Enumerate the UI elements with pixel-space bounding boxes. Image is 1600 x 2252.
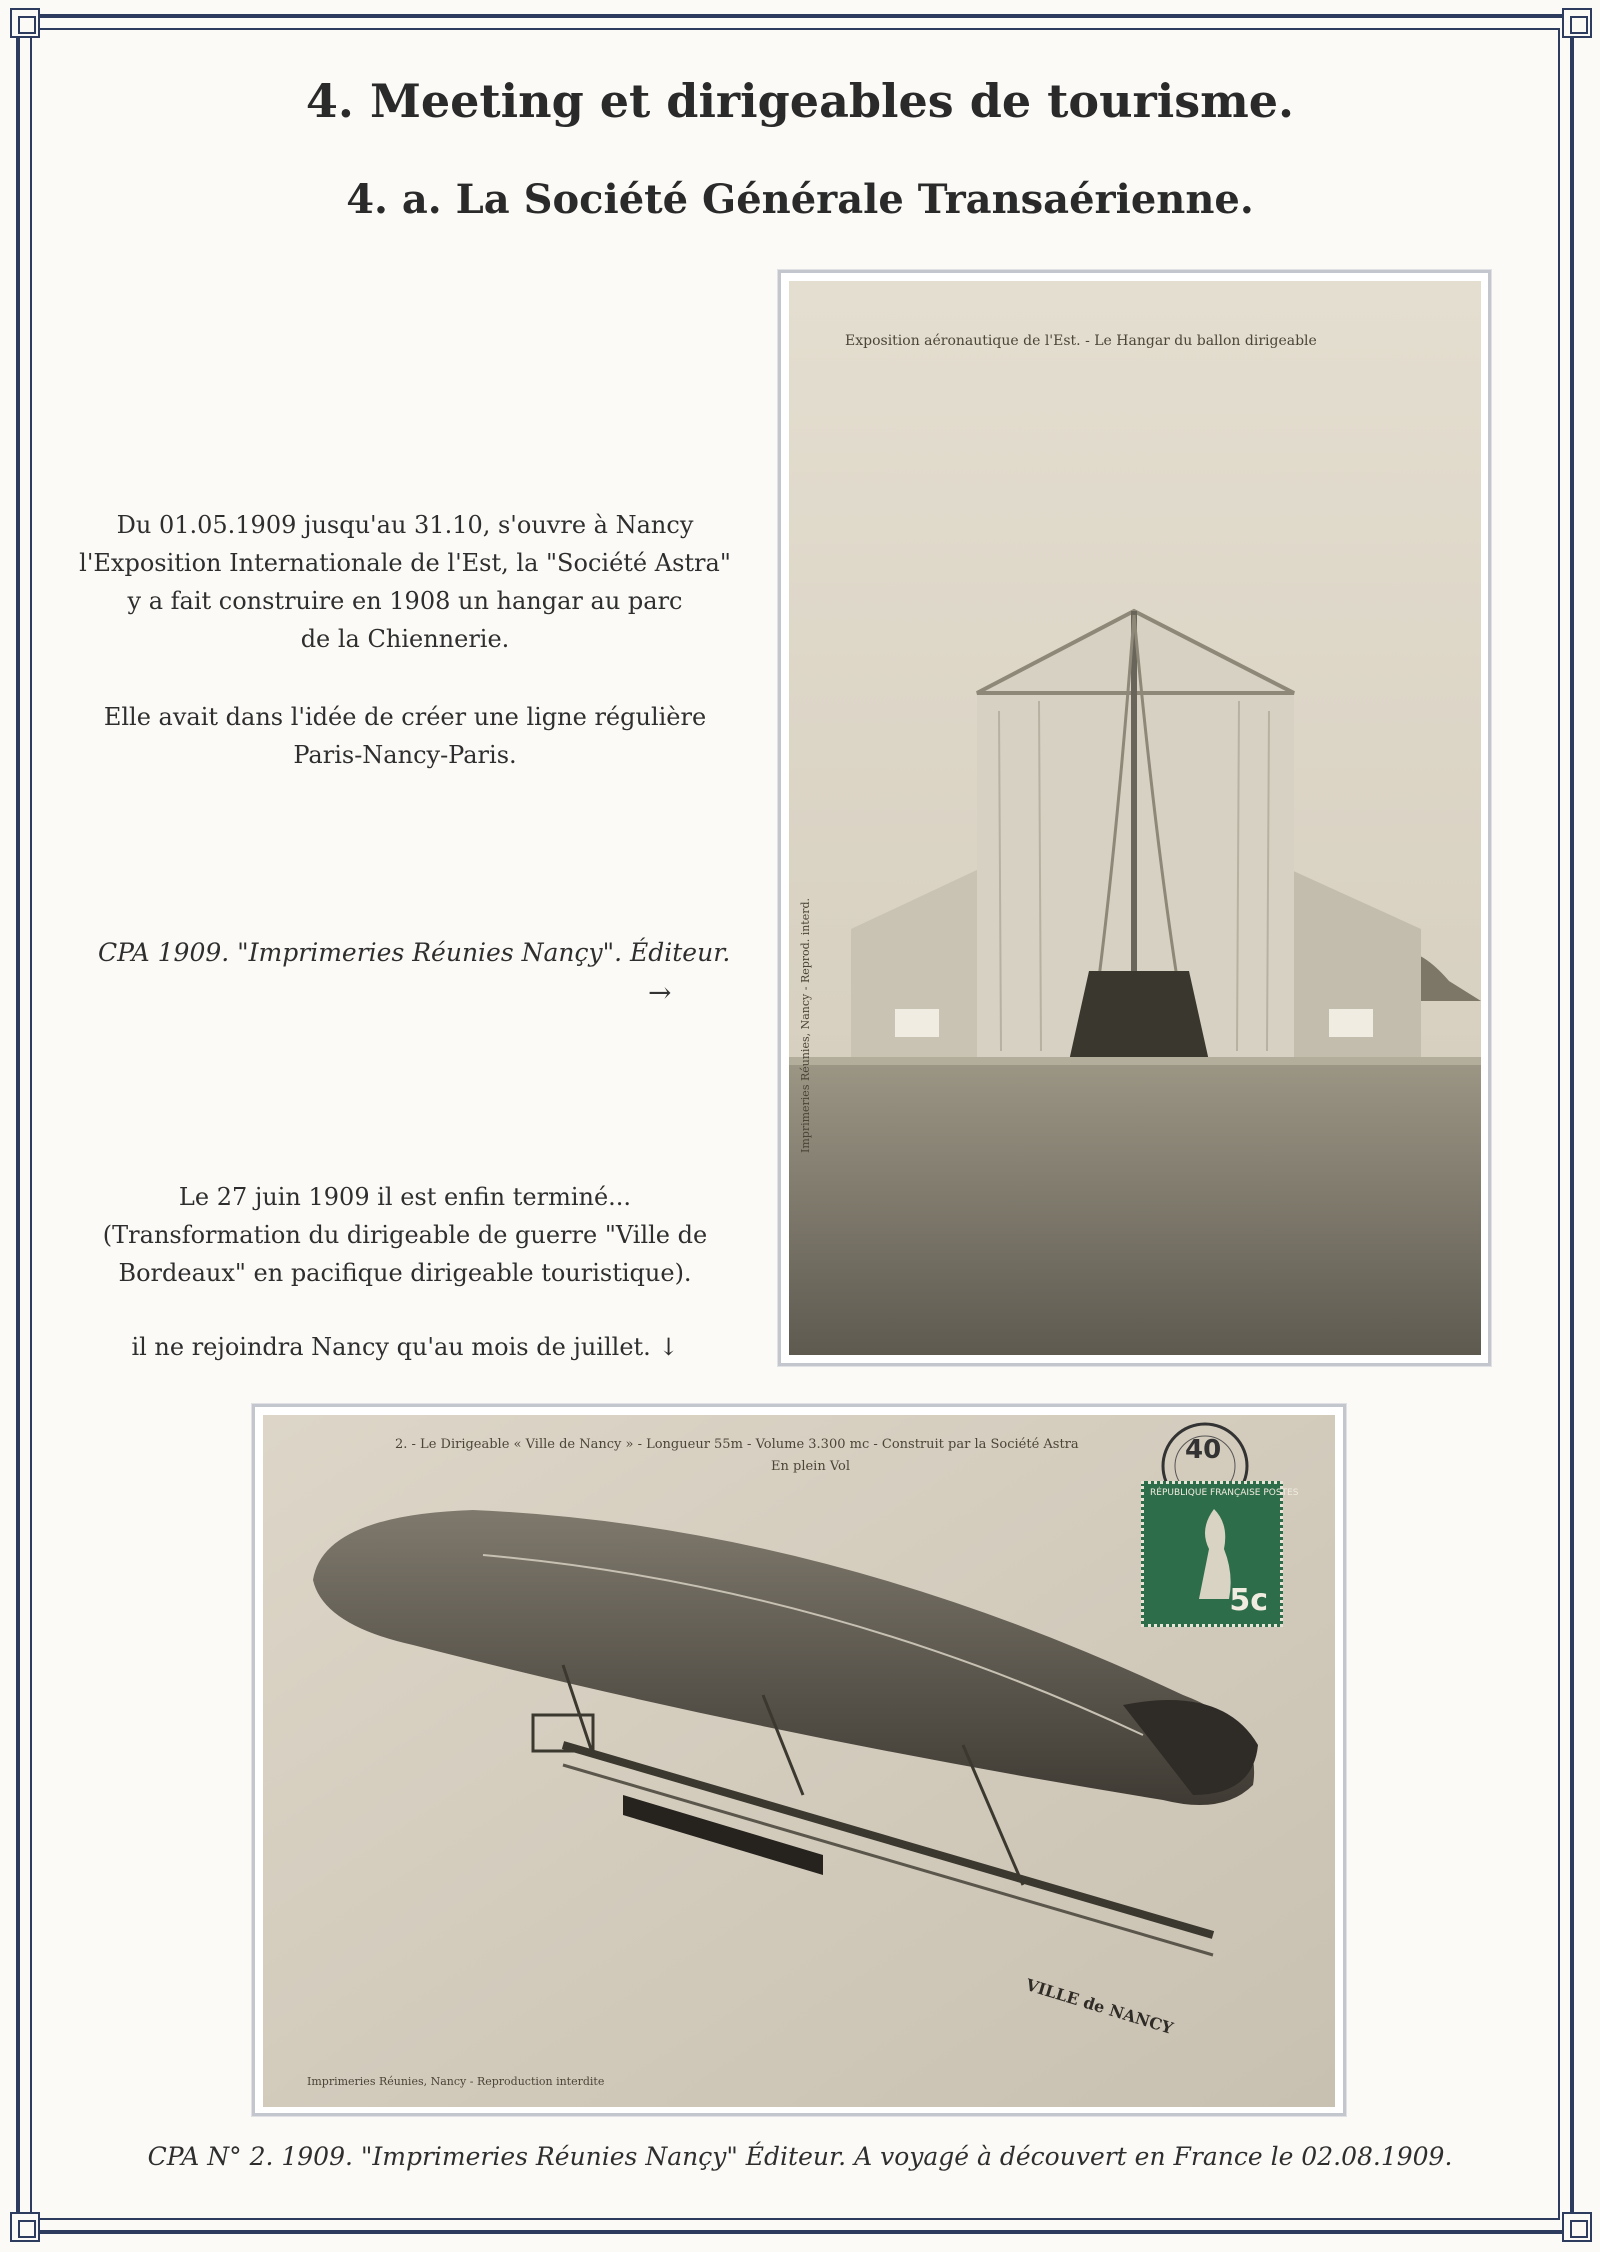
corner-ornament-top-left [10, 8, 40, 38]
corner-ornament-top-right [1562, 8, 1592, 38]
postmark-text: 40 [1185, 1435, 1222, 1465]
stamp-country-label: RÉPUBLIQUE FRANÇAISE POSTES [1150, 1488, 1299, 1498]
page-subtitle: 4. a. La Société Générale Transaérienne. [346, 176, 1254, 223]
stamp-value: 5c [1229, 1583, 1268, 1618]
intro-paragraph [60, 506, 750, 658]
postcard2-footer: Imprimeries Réunies, Nancy - Reproduction interdite [307, 2075, 605, 2088]
middle-line: Bordeaux" en pacifique dirigeable touristique). [118, 1259, 692, 1287]
hangar-photo [789, 281, 1481, 1355]
postcard2-caption-line2: En plein Vol [771, 1459, 851, 1474]
postcard1-caption: Exposition aéronautique de l'Est. - Le Hangar du ballon dirigeable [845, 333, 1317, 349]
postcard1-side-caption: Imprimeries Réunies, Nancy - Reprod. interd. [799, 897, 812, 1153]
postcard2-caption-line1: 2. - Le Dirigeable « Ville de Nancy » - Longueur 55m - Volume 3.300 mc - Construit par la Société Astra [395, 1437, 1079, 1452]
middle-paragraph [60, 1178, 750, 1292]
postcard-airship [252, 1404, 1346, 2116]
corner-ornament-bottom-right [1562, 2212, 1592, 2242]
intro-line: Paris-Nancy-Paris. [293, 741, 517, 769]
airship-hull-lettering: VILLE de NANCY [1023, 1975, 1176, 2038]
intro-line: Du 01.05.1909 jusqu'au 31.10, s'ouvre à Nancy [116, 511, 694, 539]
middle-line: il ne rejoindra Nancy qu'au mois de juillet. ↓ [131, 1333, 679, 1361]
middle-line: (Transformation du dirigeable de guerre "Ville de [102, 1221, 708, 1249]
page-title: 4. Meeting et dirigeables de tourisme. [305, 74, 1295, 128]
intro-line: y a fait construire en 1908 un hangar au parc [127, 587, 683, 615]
intro-line: Elle avait dans l'idée de créer une ligne régulière [103, 703, 707, 731]
intro-line: de la Chiennerie. [300, 625, 510, 653]
arrow-right-icon: → [648, 976, 672, 1009]
postcard1-description: CPA 1909. "Imprimeries Réunies Nançy". Éditeur. [98, 938, 731, 967]
hangar-illustration [789, 281, 1481, 1355]
postcard-hangar [778, 270, 1491, 1366]
postcard2-description: CPA N° 2. 1909. "Imprimeries Réunies Nançy" Éditeur. A voyagé à découvert en France le 02.08.1909. [147, 2142, 1453, 2171]
corner-ornament-bottom-left [10, 2212, 40, 2242]
intro-line: l'Exposition Internationale de l'Est, la "Société Astra" [79, 549, 731, 577]
middle-line: Le 27 juin 1909 il est enfin terminé... [178, 1183, 632, 1211]
middle-paragraph-2 [60, 1328, 750, 1366]
intro-paragraph-2 [60, 698, 750, 774]
stamp-icon [1141, 1481, 1299, 1627]
